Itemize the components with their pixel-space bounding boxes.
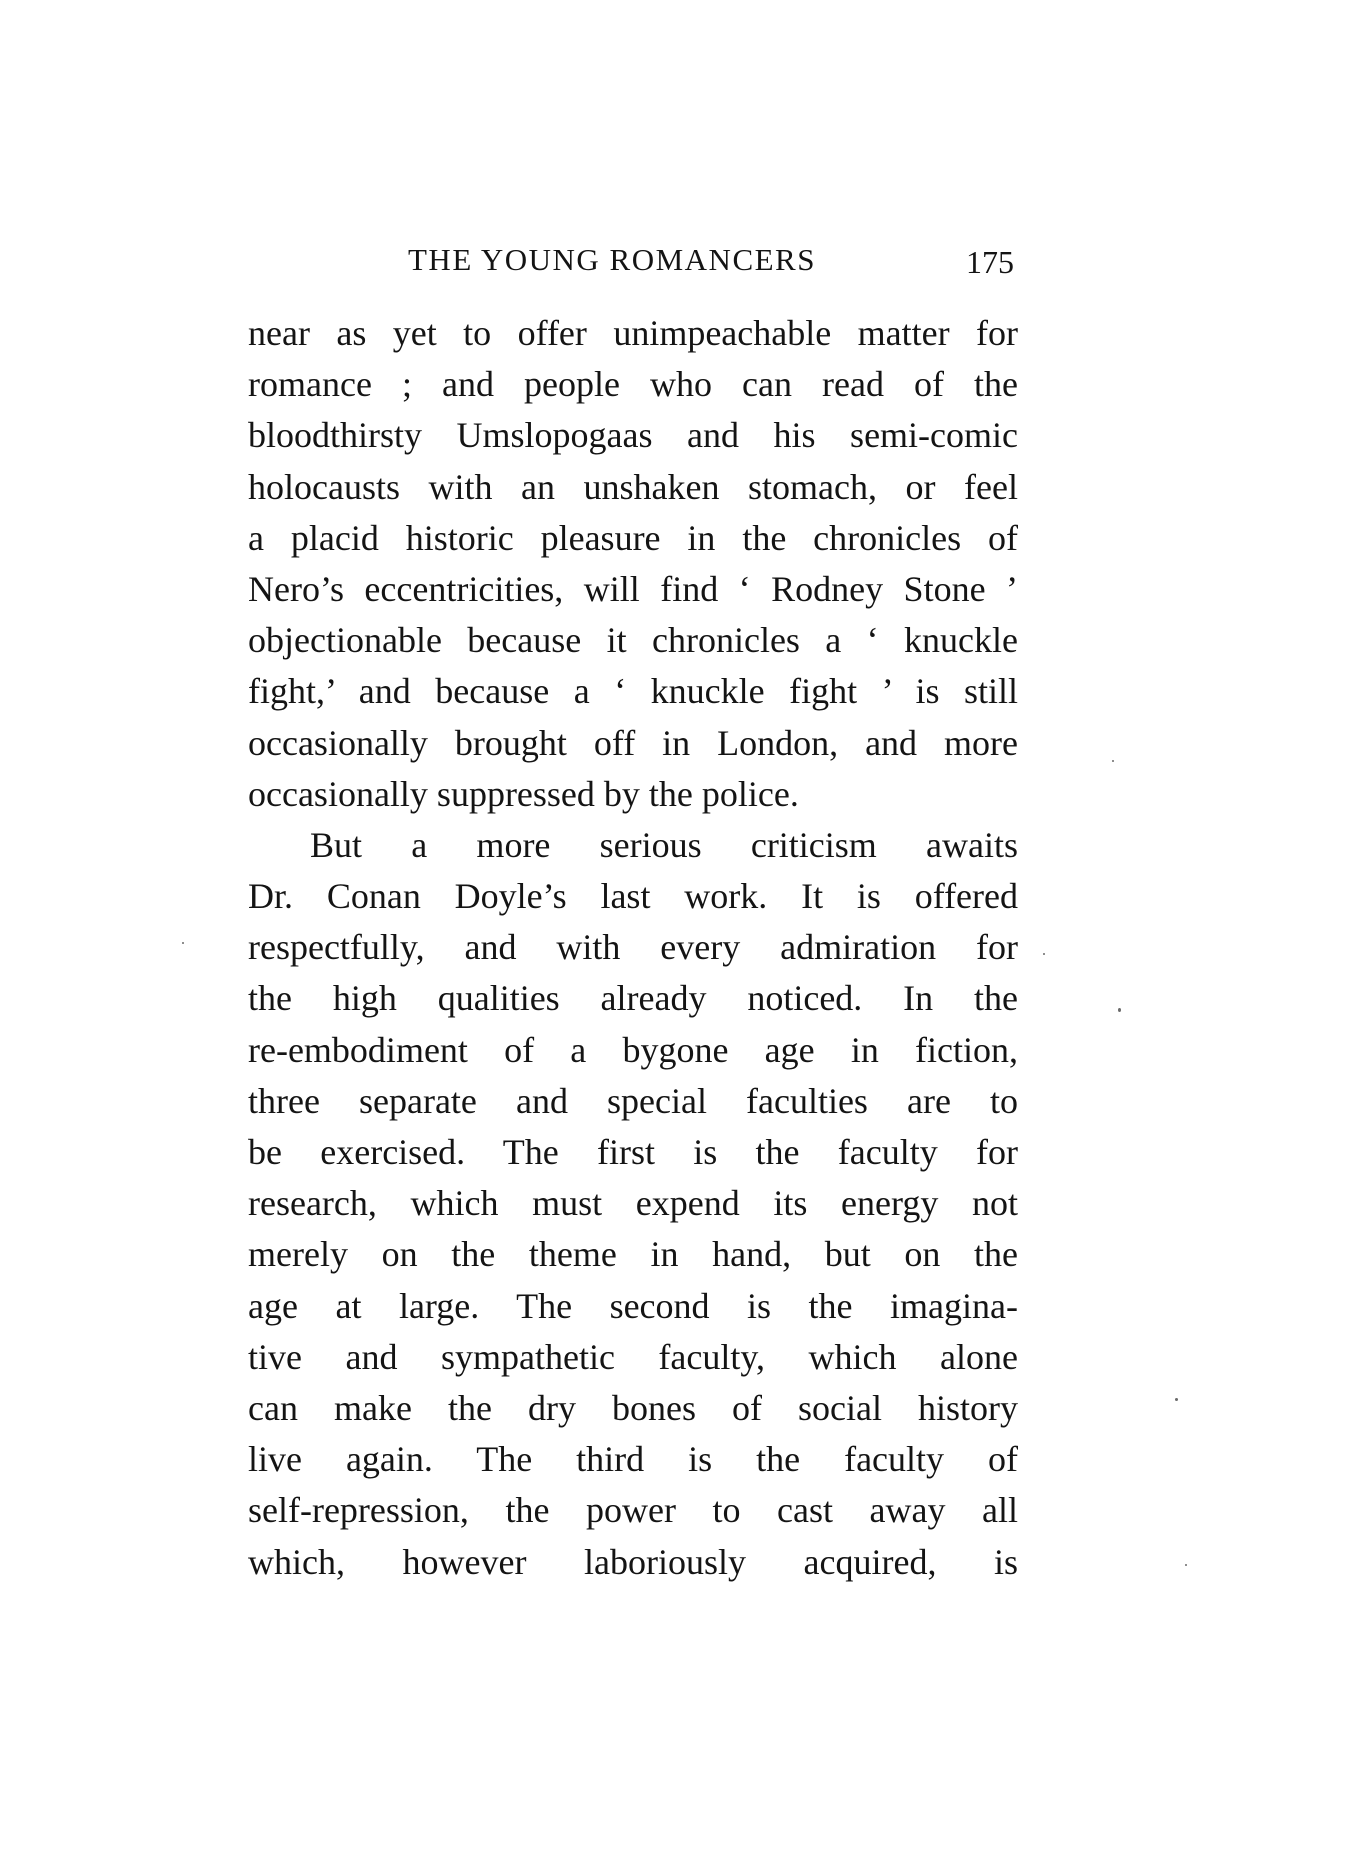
text-line: research, which must expend its energy not xyxy=(248,1183,1018,1224)
text-line: a placid historic pleasure in the chronicles of xyxy=(248,517,1018,558)
text-line: age at large. The second is the imagina- xyxy=(248,1285,1018,1326)
text-line: can make the dry bones of social history xyxy=(248,1387,1018,1428)
scan-speck xyxy=(1043,953,1045,955)
text-line: be exercised. The first is the faculty for xyxy=(248,1132,1018,1172)
scan-speck xyxy=(1175,1398,1178,1401)
text-line: occasionally brought off in London, and more xyxy=(248,722,1018,763)
running-head xyxy=(248,238,1018,282)
text-line: near as yet to offer unimpeachable matter for xyxy=(248,313,1018,353)
text-line: merely on the theme in hand, but on the xyxy=(248,1234,1018,1275)
text-line: the high qualities already noticed. In the xyxy=(248,978,1018,1019)
body-text xyxy=(248,308,1018,1588)
running-title: THE YOUNG ROMANCERS xyxy=(408,242,816,277)
scan-speck xyxy=(1112,760,1114,762)
text-line: re-embodiment of a bygone age in fiction, xyxy=(248,1029,1018,1070)
page-number: 175 xyxy=(966,244,1014,280)
text-line: But a more serious criticism awaits xyxy=(310,824,1018,865)
scan-speck xyxy=(1118,1008,1121,1012)
text-line: live again. The third is the faculty of xyxy=(248,1439,1018,1480)
text-line: self-repression, the power to cast away all xyxy=(248,1490,1018,1531)
text-line: romance ; and people who can read of the xyxy=(248,364,1018,405)
text-line: holocausts with an unshaken stomach, or feel xyxy=(248,466,1018,507)
scan-speck xyxy=(182,942,184,944)
text-line: respectfully, and with every admiration for xyxy=(248,927,1018,968)
text-line: bloodthirsty Umslopogaas and his semi-comic xyxy=(248,415,1018,456)
text-line: Nero’s eccentricities, will find ‘ Rodney Stone ’ xyxy=(248,568,1018,609)
text-line: three separate and special faculties are to xyxy=(248,1080,1018,1121)
scan-speck xyxy=(1185,1564,1187,1566)
text-line: fight,’ and because a ‘ knuckle fight ’ is still xyxy=(248,671,1018,712)
text-line: objectionable because it chronicles a ‘ knuckle xyxy=(248,620,1018,661)
text-line: occasionally suppressed by the police. xyxy=(248,773,799,814)
text-line: tive and sympathetic faculty, which alone xyxy=(248,1336,1018,1377)
text-line: which, however laboriously acquired, is xyxy=(248,1541,1018,1582)
text-line: Dr. Conan Doyle’s last work. It is offered xyxy=(248,876,1018,917)
